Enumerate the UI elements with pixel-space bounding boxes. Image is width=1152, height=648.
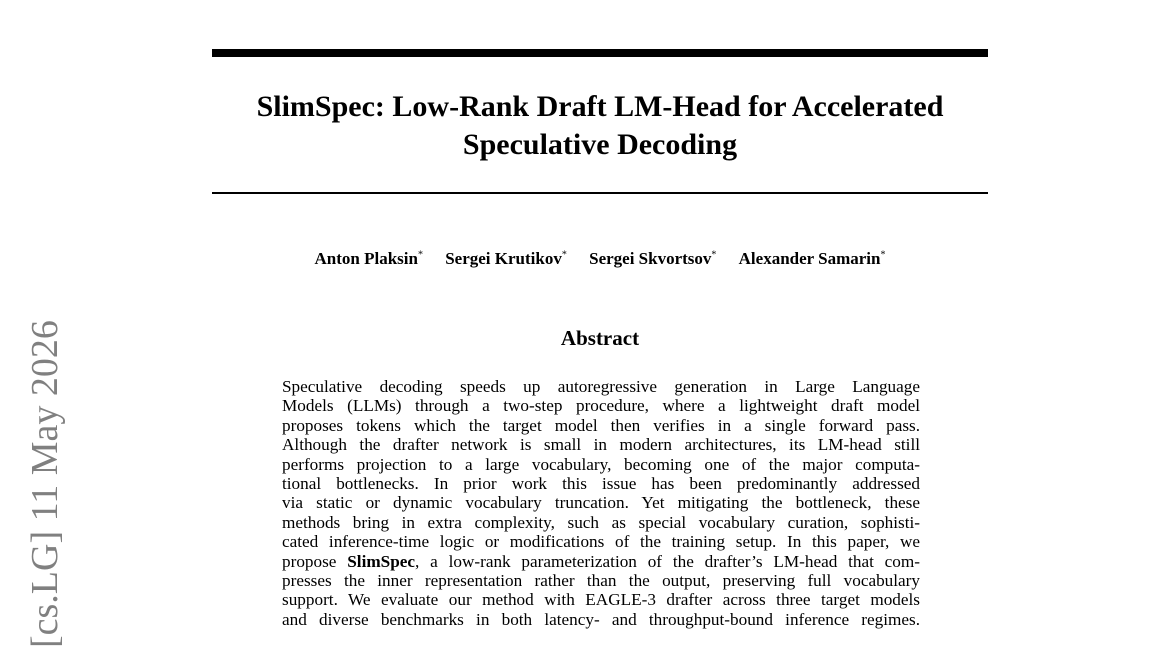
author-name: Anton Plaksin	[314, 249, 418, 268]
abstract-text: , a low-rank parameterization of the drafter’s LM-head that com-	[415, 551, 920, 571]
title-bottom-rule	[212, 192, 988, 194]
abstract-line-method	[282, 552, 920, 571]
author-mark: *	[561, 249, 567, 261]
abstract-line: Models (LLMs) through a two-step procedure, where a lightweight draft model	[282, 396, 920, 416]
author	[739, 249, 886, 268]
abstract-line: tional bottlenecks. In prior work this issue has been predominantly addressed	[282, 474, 920, 494]
title-top-rule	[212, 49, 988, 57]
abstract-body	[282, 377, 920, 629]
abstract-line: and diverse benchmarks in both latency- and throughput-bound inference regimes.	[282, 609, 920, 629]
abstract-line: presses the inner representation rather than the output, preserving full vocabulary	[282, 571, 920, 591]
author	[589, 249, 716, 268]
abstract-line: proposes tokens which the target model then verifies in a single forward pass.	[282, 415, 920, 435]
abstract-line: support. We evaluate our method with EAGLE-3 drafter across three target models	[282, 590, 920, 610]
abstract-line: Although the drafter network is small in modern architectures, its LM-head still	[282, 435, 920, 455]
abstract-line: methods bring in extra complexity, such as special vocabulary curation, sophisti-	[282, 512, 920, 532]
author-name: Sergei Skvortsov	[589, 249, 712, 268]
abstract-line: Speculative decoding speeds up autoregressive generation in Large Language	[282, 377, 920, 396]
author-mark: *	[711, 249, 717, 261]
author-list	[212, 249, 988, 269]
author	[445, 249, 567, 268]
author-name: Alexander Samarin	[738, 249, 881, 268]
paper-title	[212, 88, 988, 164]
abstract-heading: Abstract	[560, 326, 640, 350]
author-name: Sergei Krutikov	[445, 249, 562, 268]
title-line-1: SlimSpec: Low-Rank Draft LM-Head for Accelerated	[256, 90, 944, 123]
author-mark: *	[880, 249, 886, 261]
method-name: SlimSpec	[347, 551, 416, 571]
arxiv-side-stamp: [cs.LG] 11 May 2026	[24, 320, 66, 648]
abstract-line: via static or dynamic vocabulary truncation. Yet mitigating the bottleneck, these	[282, 493, 920, 513]
abstract-text: propose	[282, 551, 348, 571]
author	[315, 249, 423, 268]
abstract-line: cated inference-time logic or modifications of the training setup. In this paper, we	[282, 532, 920, 552]
author-mark: *	[417, 249, 423, 261]
abstract-line: performs projection to a large vocabulary, becoming one of the major computa-	[282, 454, 920, 474]
title-line-2: Speculative Decoding	[462, 128, 738, 161]
